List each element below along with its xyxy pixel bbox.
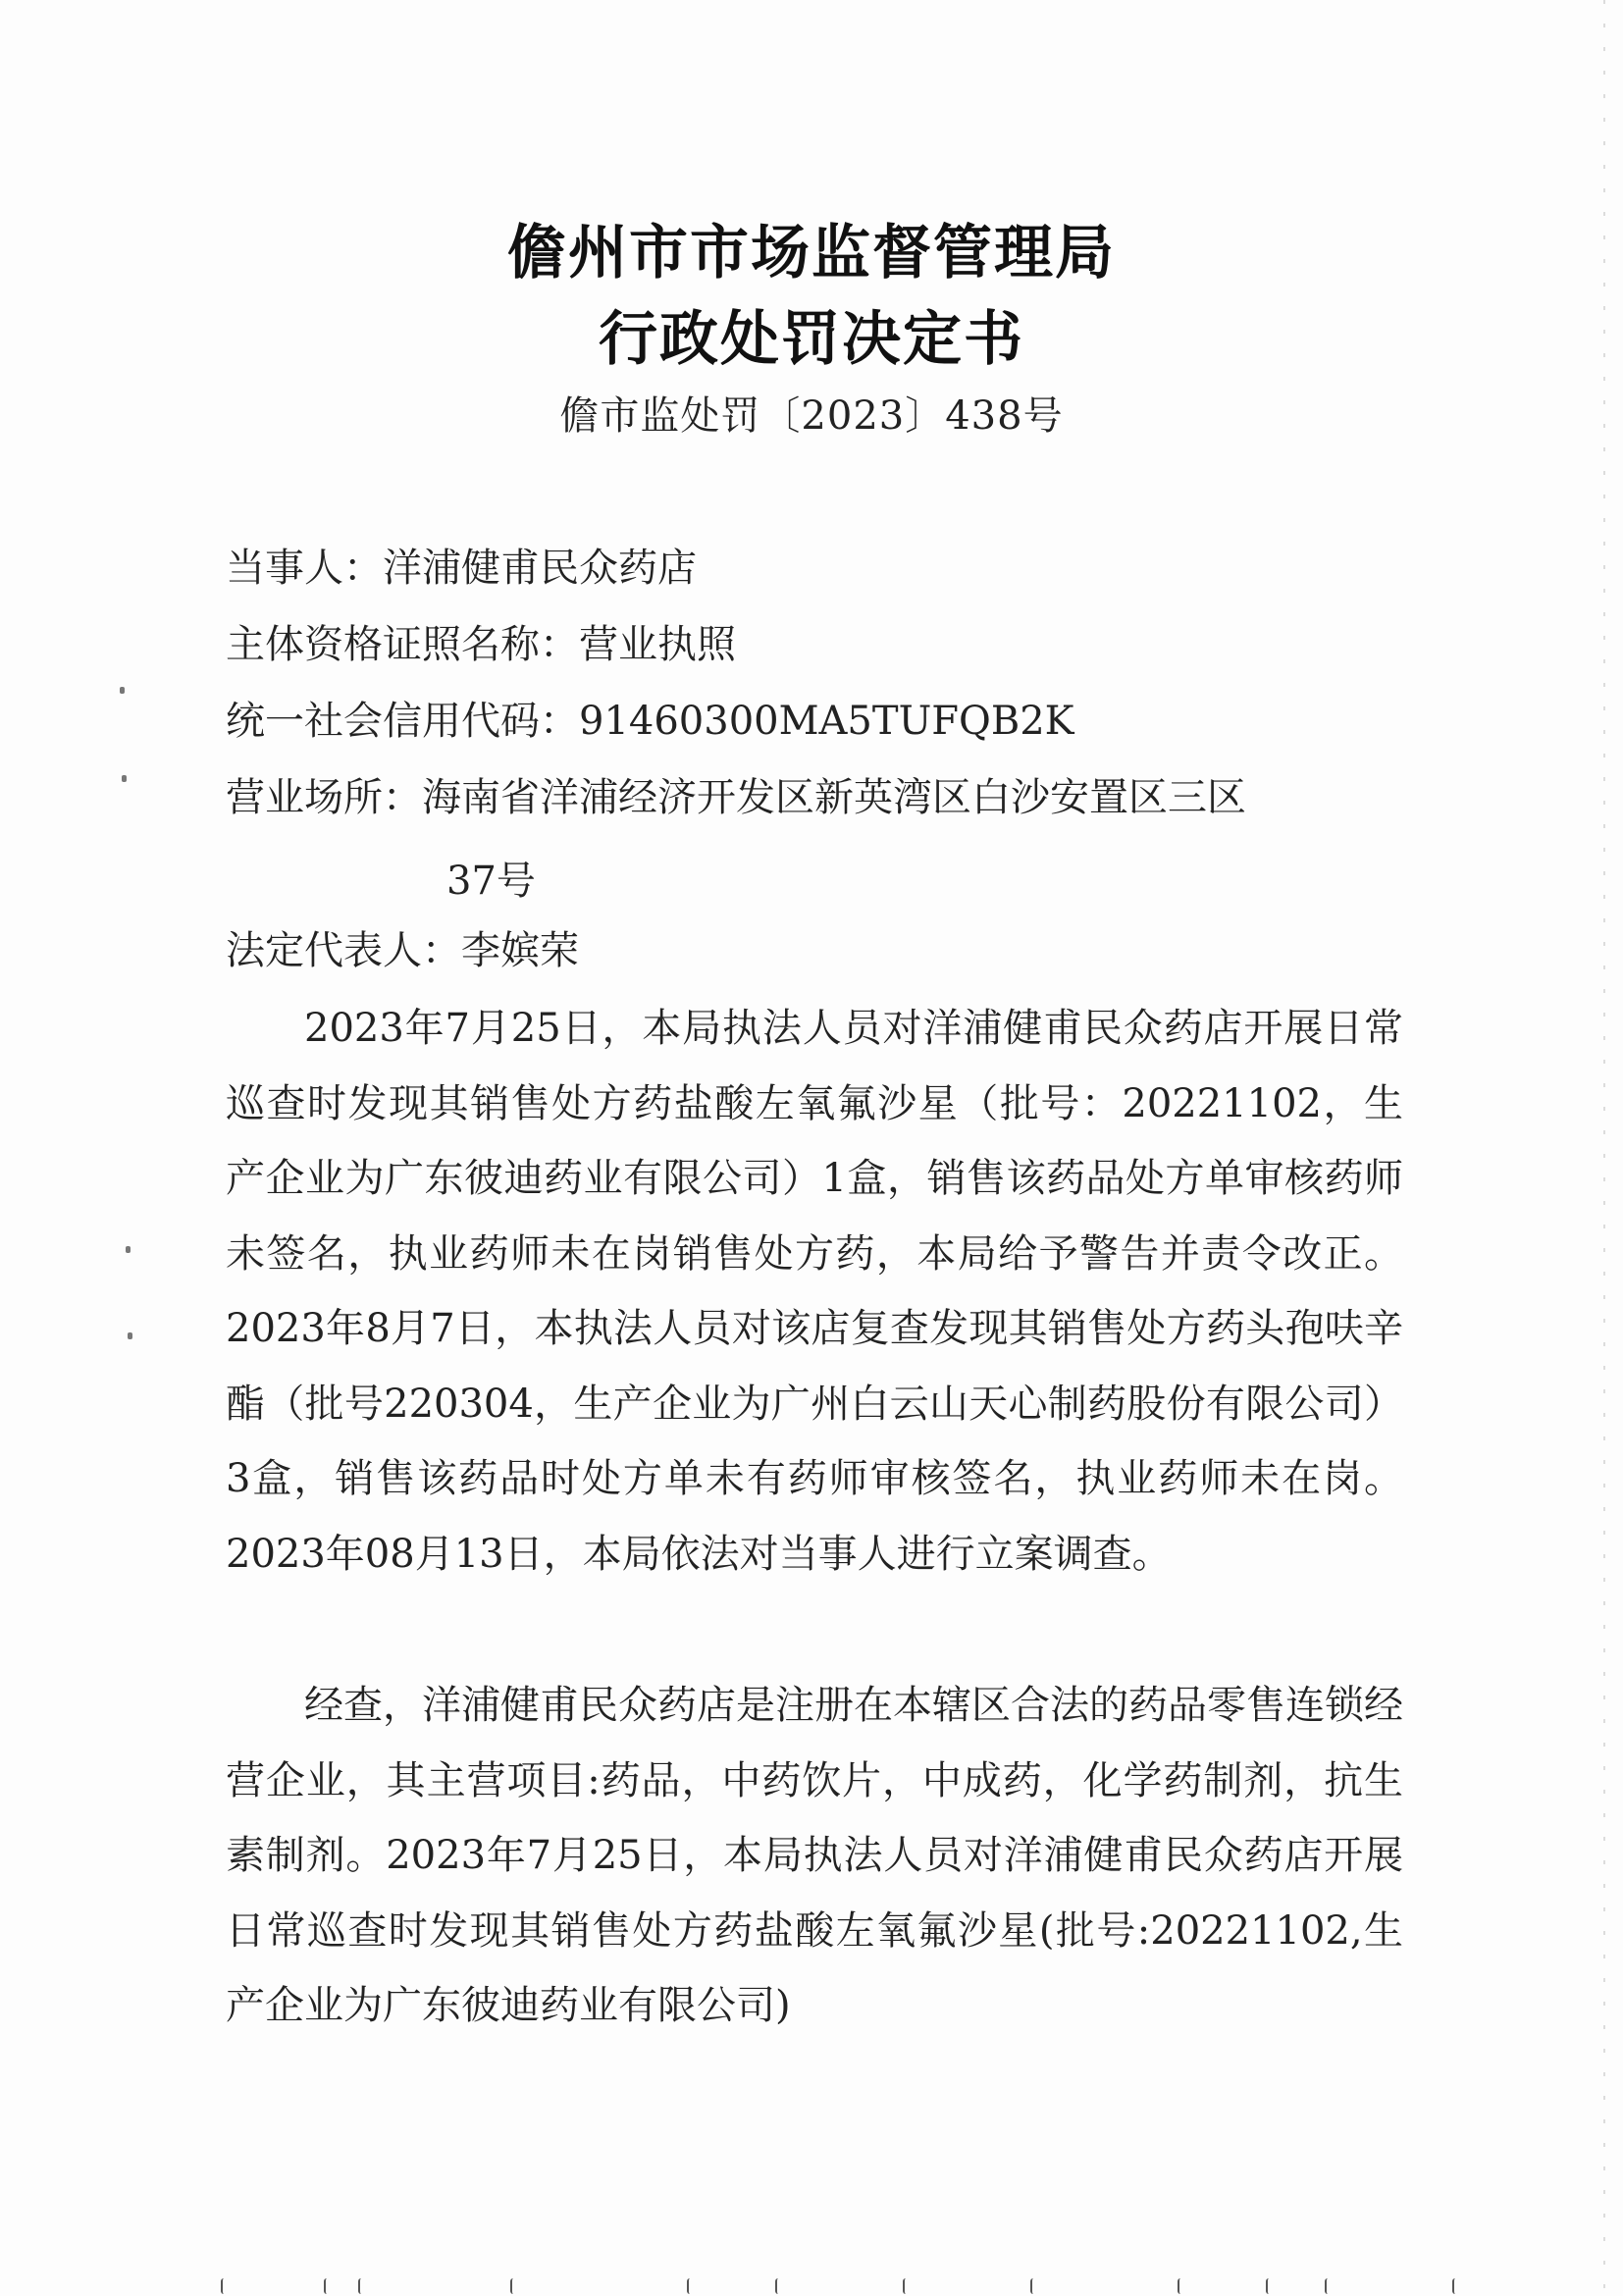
business-address-continued: 37号 [446, 859, 536, 904]
scan-speck [126, 1246, 131, 1253]
scan-speck [128, 1332, 132, 1339]
case-paragraph-1: 2023年7月25日，本局执法人员对洋浦健甫民众药店开展日常巡查时发现其销售处方药盐酸左氧氟沙星（批号：20221102，生产企业为广东彼迪药业有限公司）1盒，销售该药品处方单审核药师未签名，执业药师未在岗销售处方药，本局给予警告并责令改正。2023年8月7日，本执法人员对该店复查发现其销售处方药头孢呋辛酯（批号220304，生产企业为广州白云山天心制药股份有限公司）3盒，销售该药品时处方单未有药师审核签名，执业药师未在岗。2023年08月13日，本局依法对当事人进行立案调查。 [226, 1006, 1403, 1577]
business-address: 营业场所：海南省洋浦经济开发区新英湾区白沙安置区三区 [226, 775, 1246, 820]
case-paragraph-2: 经查，洋浦健甫民众药店是注册在本辖区合法的药品零售连锁经营企业，其主营项目:药品，中药饮片，中成药，化学药制剂，抗生素制剂。2023年7月25日，本局执法人员对洋浦健甫民众药店开展日常巡查时发现其销售处方药盐酸左氧氟沙星(批号:20221102,生产企业为广东彼迪药业有限公司) [226, 1683, 1403, 2028]
scan-bottom-marks [0, 2278, 1623, 2296]
scan-speck [122, 775, 127, 782]
legal-representative: 法定代表人：李嫔荣 [226, 928, 579, 973]
document-title-line1: 儋州市市场监督管理局 [507, 219, 1116, 287]
license-name: 主体资格证照名称：营业执照 [226, 622, 736, 667]
document-title-line2: 行政处罚决定书 [599, 305, 1024, 374]
party-name: 当事人：洋浦健甫民众药店 [226, 546, 697, 591]
document-number: 儋市监处罚〔2023〕438号 [559, 393, 1064, 439]
scan-speck [120, 687, 125, 694]
credit-code: 统一社会信用代码：91460300MA5TUFQB2K [226, 699, 1074, 744]
